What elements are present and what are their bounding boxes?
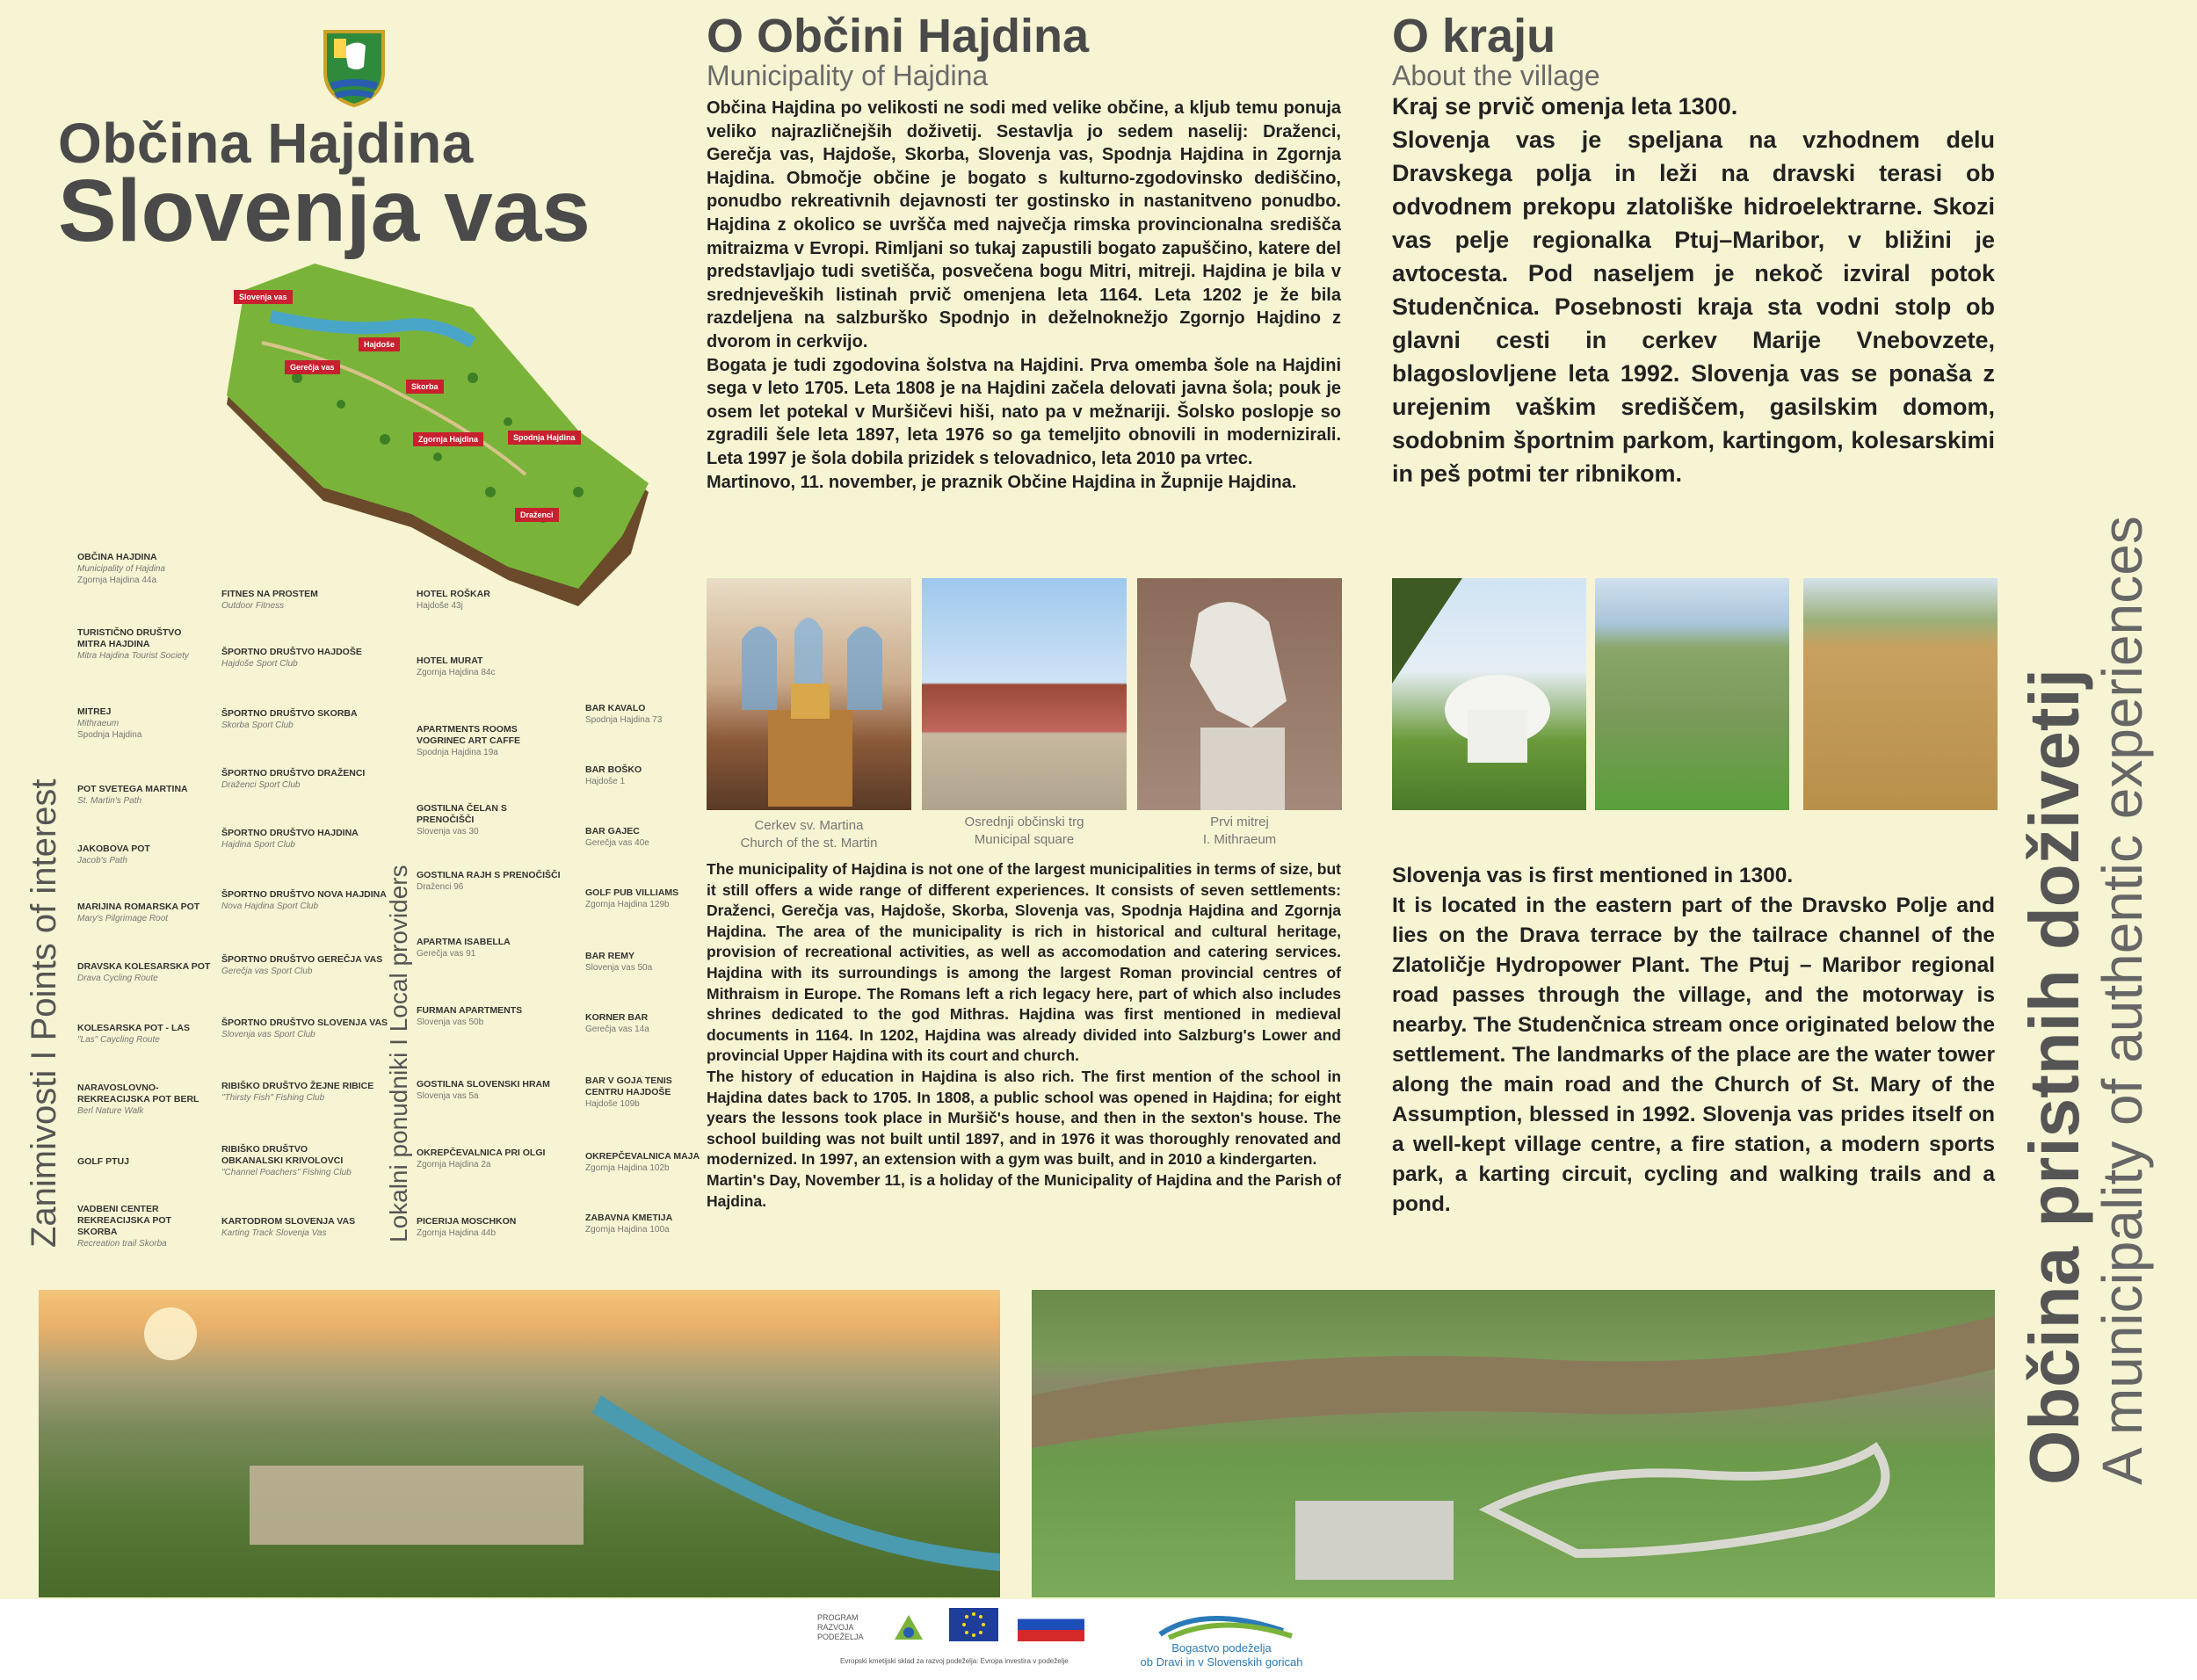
list-item: ŠPORTNO DRUŠTVO HAJDOŠE Hajdoše Sport Club — [221, 647, 362, 669]
municipality-heading: O Občini Hajdina — [707, 10, 1090, 62]
list-item: KARTODROM SLOVENJA VAS Karting Track Slovenja Vas — [221, 1216, 356, 1238]
coat-of-arms-icon — [322, 28, 387, 107]
list-item: BAR BOŠKO Hajdoše 1 — [585, 764, 642, 786]
list-item: RIBIŠKO DRUŠTVO OBKANALSKI KRIVOLOVCI "Channel Poachers" Fishing Club — [221, 1144, 352, 1177]
list-item: BAR GAJEC Gerečja vas 40e — [585, 826, 649, 848]
list-item: ŠPORTNO DRUŠTVO SLOVENJA VAS Slovenja vas Sport Club — [221, 1017, 388, 1039]
side-title-sl: Občina pristnih doživetij — [2015, 669, 2093, 1485]
map-pin-drazenci: Draženci — [515, 508, 559, 522]
list-item: PICERIJA MOSCHKON Zgornja Hajdina 44b — [417, 1216, 517, 1238]
list-item: HOTEL MURAT Zgornja Hajdina 84c — [417, 655, 496, 677]
village-title: Slovenja vas — [58, 162, 591, 260]
municipality-title: Občina Hajdina — [58, 112, 474, 175]
program-logo: PROGRAM RAZVOJA PODEŽELJA — [817, 1613, 864, 1641]
village-heading: O kraju — [1392, 10, 1556, 62]
list-item: MARIJINA ROMARSKA POT Mary's Pilgrimage Root — [77, 902, 200, 923]
municipality-map — [209, 264, 666, 615]
map-pin-gerecja-vas: Gerečja vas — [285, 360, 340, 374]
field-photo — [1803, 578, 1998, 810]
list-item: BAR KAVALO Spodnja Hajdina 73 — [585, 703, 663, 725]
list-item: ŠPORTNO DRUŠTVO HAJDINA Hajdina Sport Club — [221, 828, 359, 850]
list-item: NARAVOSLOVNO-REKREACIJSKA POT BERL Berl Nature Walk — [77, 1083, 199, 1116]
list-item: VADBENI CENTER REKREACIJSKA POT SKORBA Recreation trail Skorba — [77, 1204, 171, 1249]
mithraeum-photo — [1137, 578, 1342, 810]
list-item: JAKOBOVA POT Jacob's Path — [77, 844, 150, 865]
photo-caption: Osrednji občinski trg Municipal square — [964, 815, 1084, 847]
list-item: FITNES NA PROSTEM Outdoor Fitness — [221, 589, 318, 611]
list-item: OKREPČEVALNICA MAJA Zgornja Hajdina 102b — [585, 1151, 700, 1173]
list-item: ŠPORTNO DRUŠTVO DRAŽENCI Draženci Sport Club — [221, 768, 366, 790]
village-text-sl: Kraj se prvič omenja leta 1300. Slovenja vas je speljana na vzhodnem delu Dravskega polja in leži na dravski terasi ob odvodnem prekopu zlatoliške hidroelektrarne. Skozi vas pelje regionalka Ptuj–Maribor, v bližini je avtocesta. Pod naseljem je nekoč izviral potok Studenčnica. Posebnosti kraja sta vodni stolp ob glavni cesti in cerkev Marije Vnebovzete, blagoslovljene leta 1992. Slovenja vas se ponaša z urejenim vaškim središčem, gasilskim domom, sodobnim športnim parkom, kartingom, kolesarskimi in peš potmi ter ribnikom. — [1392, 93, 1995, 487]
list-item: MITREJ Mithraeum Spodnja Hajdina — [77, 706, 142, 740]
list-item: BAR V GOJA TENIS CENTRU HAJDOŠE Hajdoše 109b — [585, 1075, 672, 1109]
list-item: APARTMA ISABELLA Gerečja vas 91 — [417, 937, 511, 959]
poi-vertical-label: Zanimivosti I Points of interest — [25, 778, 63, 1248]
map-pin-zgornja-hajdina: Zgornja Hajdina — [413, 432, 483, 446]
map-pin-slovenja-vas: Slovenja vas — [234, 290, 293, 304]
list-item: ŠPORTNO DRUŠTVO SKORBA Skorba Sport Club — [221, 708, 358, 730]
list-item: DRAVSKA KOLESARSKA POT Drava Cycling Route — [77, 961, 211, 983]
municipality-subheading: Municipality of Hajdina — [707, 60, 989, 91]
providers-vertical-label: Lokalni ponudniki I Local providers — [385, 865, 412, 1242]
list-item: POT SVETEGA MARTINA St. Martin's Path — [77, 784, 188, 806]
footer — [0, 1599, 2197, 1680]
list-item: GOSTILNA SLOVENSKI HRAM Slovenja vas 5a — [417, 1079, 550, 1101]
las-text: Bogastvo podeželja ob Dravi in v Slovenskih goricah — [1140, 1641, 1303, 1669]
list-item: OBČINA HAJDINA Municipality of Hajdina Zgornja Hajdina 44a — [77, 552, 166, 585]
las-logo-icon — [1151, 1604, 1301, 1640]
photo-caption: Cerkev sv. Martina Church of the st. Martin — [740, 818, 878, 851]
list-item: ŠPORTNO DRUŠTVO NOVA HAJDINA Nova Hajdina Sport Club — [221, 889, 387, 911]
list-item: APARTMENTS ROOMS VOGRINEC ART CAFFE Spodnja Hajdina 19a — [417, 724, 521, 757]
list-item: KORNER BAR Gerečja vas 14a — [585, 1012, 649, 1034]
karting-track-photo — [1032, 1290, 1995, 1597]
eu-flag-icon — [949, 1608, 998, 1641]
map-pin-hajdose: Hajdoše — [359, 337, 400, 351]
village-aerial-photo — [1595, 578, 1789, 810]
side-title-en: A municipality of authentic experiences — [2091, 516, 2154, 1485]
list-item: ŠPORTNO DRUŠTVO GEREČJA VAS Gerečja vas Sport Club — [221, 954, 383, 976]
municipality-text-en: The municipality of Hajdina is not one of the largest municipalities in terms of size, but it still offers a wide range of different experiences. It consists of seven settlements: Draženci, Gerečja vas, Hajdoše, Skorba, Slovenja vas, Spodnja Hajdina and Zgornja Hajdina. The area of the municipality is rich in historical and cultural heritage, provision of recreational activities, as well as accomodation and catering services. Hajdina with its surroundings is among the largest Roman provincial centres of Mithraism in Europe. The Romans left a rich legacy here, part of which also includes shrines dedicated to the god Mithras. Hajdina was first mentioned in medieval documents in 1164. In 1202, Hajdina was already divided into Salzburg's Lower and provincial Upper Hajdina with its court and church. The history of education in Hajdina is also rich. The first mention of the school in Hajdina dates back to 1705. In 1808, a public school was opened in Hajdina; for eight years the lessons took place in Muršič's house, and then in the sexton's house. The school building was not built until 1897, and in 1976 it was thoroughly renovated and modernized. In 1997, an extension with a gym was built, and in 2010 a kindergarten. Martin's Day, November 11, is a holiday of the Municipality of Hajdina and the Parish of Hajdina. — [707, 860, 1341, 1210]
list-item: OKREPČEVALNICA PRI OLGI Zgornja Hajdina 2a — [417, 1148, 546, 1169]
list-item: HOTEL ROŠKAR Hajdoše 43j — [417, 589, 490, 611]
church-photo — [707, 578, 911, 810]
list-item: FURMAN APARTMENTS Slovenja vas 50b — [417, 1005, 523, 1027]
list-item: GOLF PUB VILLIAMS Zgornja Hajdina 129b — [585, 887, 679, 909]
leader-logo-icon — [891, 1613, 926, 1648]
village-subheading: About the village — [1392, 60, 1600, 91]
list-item: GOSTILNA ČELAN S PRENOČIŠČI Slovenja vas 30 — [417, 803, 507, 836]
map-pin-skorba: Skorba — [406, 380, 444, 394]
list-item: ZABAVNA KMETIJA Zgornja Hajdina 100a — [585, 1213, 673, 1235]
municipality-text-sl: Občina Hajdina po velikosti ne sodi med velike občine, a kljub temu ponuja veliko najrazličnejših doživetij. Sestavlja jo sedem naselij: Draženci, Gerečja vas, Hajdoše, Skorba, Slovenja vas, Spodnja Hajdina in Zgornja Hajdina. Območje občine je bogato s kulturno-zgodovinsko dediščino, ponudbo rekreativnih dejavnosti ter gostinsko in nastanitveno ponudbo. Hajdina z okolico se uvršča med največja rimska provincionalna središča mitraizma v Evropi. Rimljani so tukaj zapustili bogato zapuščino, katere del predstavljajo tudi svetišča, posvečena bogu Mitri, mitreji. Hajdina je bila v srednjeveških listinah prvič omenjena leta 1164. Leta 1202 je že bila razdeljena na salzburško Spodnjo in deželnoknežjo Zgornjo Hajdino z dvorom in cerkvijo. Bogata je tudi zgodovina šolstva na Hajdini. Prva omemba šole na Hajdini sega v leto 1705. Leta 1808 je na Hajdini začela delovati javna šola; pouk je osem let potekal v Muršičevi hiši, nato pa v mežnariji. Šolsko poslopje so zgradili šele leta 1897, leta 1976 so ga temeljito obnovili in modernizirali. Leta 1997 je šola dobila prizidek s telovadnico, leta 2010 pa vrtec. Martinovo, 11. november, je praznik Občine Hajdina in Župnije Hajdina. — [707, 98, 1341, 492]
village-text-en: Slovenja vas is first mentioned in 1300. It is located in the eastern part of the Dravsko Polje and lies on the Drava terrace by the tailrace channel of the Zlatoličje Hydropower Plant. The Ptuj – Maribor regional road passes through the village, and the motorway is nearby. The Studenčnica stream once originated below the settlement. The landmarks of the place are the water tower along the main road and the Church of St. Mary of the Assumption, blessed in 1992. Slovenja vas prides itself on a well-kept village centre, a fire station, a modern sports park, a karting circuit, cycling and walking trails and a pond. — [1392, 864, 1995, 1216]
photo-caption: Prvi mitrej I. Mithraeum — [1202, 815, 1277, 847]
square-photo — [922, 578, 1127, 810]
list-item: KOLESARSKA POT - LAS "Las" Caycling Route — [77, 1023, 190, 1045]
list-item: GOLF PTUJ — [77, 1156, 129, 1167]
aerial-sunset-photo — [39, 1290, 1000, 1597]
water-tower-photo — [1392, 578, 1586, 810]
map-pin-spodnja-hajdina: Spodnja Hajdina — [508, 431, 581, 445]
fund-text: Evropski kmetijski sklad za razvoj podeželja: Evropa investira v podeželje — [840, 1657, 1069, 1665]
list-item: GOSTILNA RAJH S PRENOČIŠČI Draženci 96 — [417, 870, 561, 892]
list-item: BAR REMY Slovenja vas 50a — [585, 951, 653, 973]
list-item: RIBIŠKO DRUŠTVO ŽEJNE RIBICE "Thirsty Fish" Fishing Club — [221, 1081, 374, 1103]
slovenia-flag-icon — [1018, 1608, 1084, 1641]
list-item: TURISTIČNO DRUŠTVO MITRA HAJDINA Mitra Hajdina Tourist Society — [77, 627, 189, 661]
